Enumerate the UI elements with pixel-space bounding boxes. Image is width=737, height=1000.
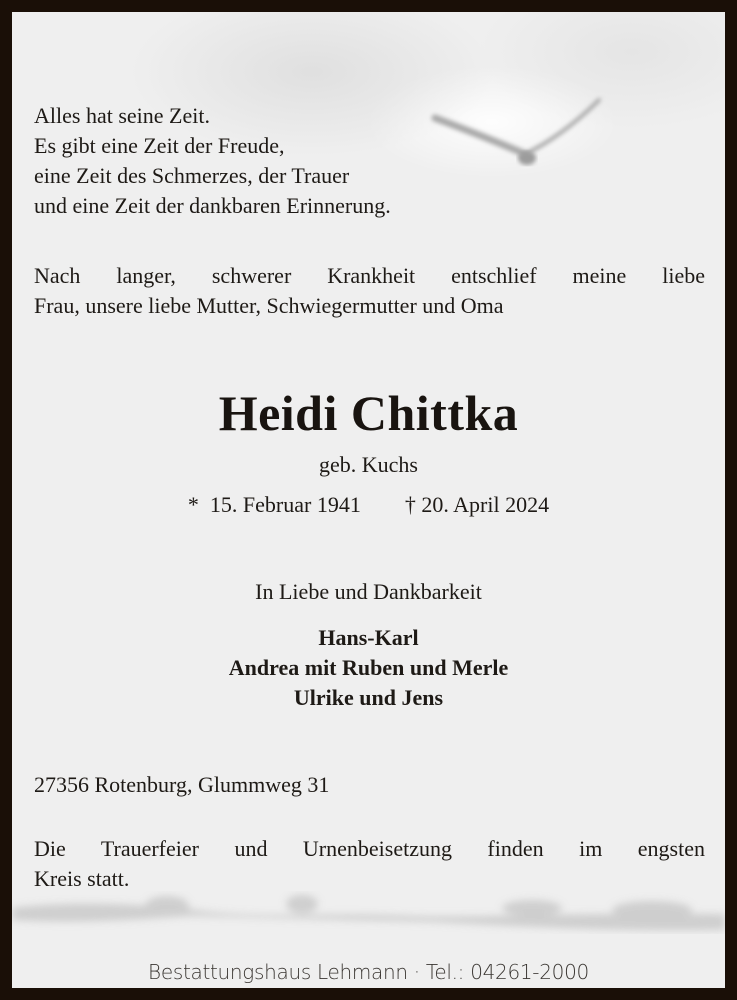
ceremony-line: Kreis statt. — [34, 866, 130, 891]
separator: · — [413, 960, 420, 984]
birth-date: 15. Februar 1941 — [209, 492, 361, 517]
phone-number: 04261-2000 — [470, 960, 589, 984]
poem-line: und eine Zeit der dankbaren Erinnerung. — [34, 193, 391, 218]
family-member: Hans-Karl — [318, 625, 419, 650]
intro-line: Nach langer, schwerer Krankheit entschlief meine liebe — [34, 263, 705, 288]
thanks-line: In Liebe und Dankbarkeit — [255, 579, 482, 604]
maiden-name: geb. Kuchs — [319, 452, 418, 477]
ceremony-note — [34, 834, 705, 894]
phone-label: Tel.: — [425, 960, 465, 984]
poem-line: Es gibt eine Zeit der Freude, — [34, 133, 285, 158]
family-member: Ulrike und Jens — [293, 685, 444, 710]
poem-line: eine Zeit des Schmerzes, der Trauer — [34, 163, 350, 188]
intro-text — [34, 261, 705, 321]
poem-line: Alles hat seine Zeit. — [34, 103, 210, 128]
address: 27356 Rotenburg, Glummweg 31 — [34, 772, 330, 797]
deceased-name: Heidi Chittka — [218, 385, 519, 441]
life-dates — [12, 490, 725, 520]
death-cross-icon: † — [404, 492, 416, 517]
death-date: 20. April 2024 — [421, 492, 550, 517]
funeral-home-footer — [12, 959, 725, 985]
family-list — [12, 623, 725, 713]
ceremony-line: Die Trauerfeier und Urnenbeisetzung finden im engsten — [34, 836, 705, 861]
birth-star-icon: * — [187, 492, 199, 517]
intro-line: Frau, unsere liebe Mutter, Schwiegermutter und Oma — [34, 293, 504, 318]
funeral-home-name: Bestattungshaus Lehmann — [148, 960, 408, 984]
horizon-decoration — [12, 890, 725, 950]
family-member: Andrea mit Ruben und Merle — [228, 655, 509, 680]
obituary-notice — [12, 12, 725, 988]
poem — [34, 101, 705, 221]
